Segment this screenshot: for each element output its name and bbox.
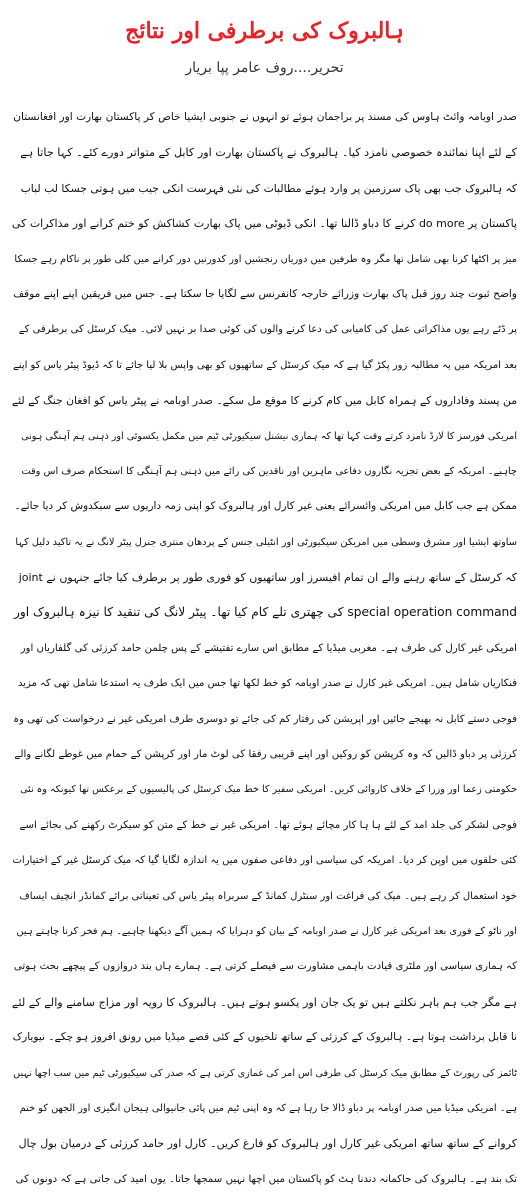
body-line: صدر اوبامہ وائٹ ہاوس کی مسند پر براجمان ہوئے تو انہوں نے جنوبی ایشیا خاص کر پاکستان بھارت اور افغانستان [13,111,517,123]
body-line: کہ ہالبروک جب بھی پاک سرزمین پر وارد ہوئے مطالبات کی نئی فہرست انکی جیب میں ہوتی جسکا لب لباب [20,181,517,195]
body-line: خود استعمال کر رہے ہیں۔ میک کی فراغت اور سنٹرل کمانڈ کے سربراہ پیٹر یاس کی تعیناتی برائے کمانڈر انچیف ایساف [19,890,517,902]
body-line: نا قابل برداشت ہوتا ہے۔ ہالبروک کے کرزئی کے ساتھ تلخیوں کے کئی قصے میڈیا میں رونق افروز ہو چکے۔ نیویارک [12,1031,517,1044]
body-line: special operation command کی چھتری تلے کام کیا تھا۔ پیٹر لانگ کی تنقید کا نیزہ ہالبروک اور [14,605,517,620]
body-line: کہ کرسٹل کے ساتھ رہنے والے ان تمام افیسرز اور ساتھیوں کو فوری طور پر برطرف کیا جائے جنہوں نے joint [18,571,517,585]
body-line: فوجی دستے کابل نہ بھیجے جائیں اور اپریشن کی رفتار کم کی جائے تو دوسری طرف امریکی غیر نے درخواست کی تھی وہ [13,713,517,725]
body-line: ٹائمز کی رپورٹ کے مطابق میک کرسٹل کی طرفی اس امر کی غمازی کرتی ہے کہ صدر کی سیکیورٹی ٹیم میں سب اچھا نہیں [13,1067,517,1079]
body-line: فنکاریاں شامل ہیں۔ امریکی غیر کارل نے صدر اوبامہ کو خط لکھا تھا جس میں ایک طرف یہ استدعا شامل تھی کہ مزید [17,678,517,690]
body-line: کے لئے اپنا نمائندہ خصوصی نامزد کیا۔ ہالبروک نے پاکستان بھارت اور کابل کے متواتر دورے کئے۔ کہا جاتا ہے [20,146,517,160]
article-body [12,100,517,1197]
body-line: کہ ہماری سیاسی اور ملٹری قیادت باہمی مشاورت سے فیصلے کرتی ہے۔ ہمارے ہاں بند دروازوں کے پیچھے بحث ہوتی [13,961,517,973]
body-line: چاہیے۔ امریکہ کے بعض تجزیہ نگاروں دفاعی ماہرین اور ناقدین کی رائے میں ذہنی ہم آہنگی کا استحکام صرف اس وقت [21,465,517,477]
body-line: حکومتی زعما اور وزرا کے خلاف کاروائی کریں۔ امریکی سفیر کا خط میک کرسٹل کی پالیسیوں کے برعکس تھا کیونکہ وہ نئی [20,784,517,796]
body-line: امریکی فورسز کا لارڈ نامزد کرتے وقت کہا تھا کہ ہماری نیشنل سیکیورٹی ٹیم میں مکمل یکسوئی اور ذہنی ہم آہنگی ہونی [21,430,517,442]
body-line: کروانے کے ساتھ ساتھ امریکی غیر کارل اور ہالبروک کو فارغ کریں۔ کارل اور حامد کرزئی کے درمیان بول چال [18,1137,517,1151]
body-line: کئی حلقوں میں اوپن کر دیا۔ امریکہ کی سیاسی اور دفاعی صفوں میں یہ اندازہ لگایا گیا کہ میک کرسٹل غیر کے اختیارات [12,855,517,867]
body-line: من پسند وفاداروں کے ہمراہ کابل میں کام کرنے کا موقع مل سکے۔ صدر اوبامہ نے پیٹر یاس کو افغان جنگ کے لئے [12,394,517,408]
body-line: ہے مگر جب ہم باہر نکلتے ہیں تو یک جان اور یکسو ہوتے ہیں۔ ہالبروک کا رویہ اور مزاج سامنے والے کے لئے [12,995,517,1009]
body-line: ممکن ہے جب کابل میں امریکی وائسرائے یعنی غیر کارل اور ہالبروک کو اپنی زمہ داریوں سے سبکدوش کر دیا جائے۔ [14,500,517,513]
body-line: اور ناٹو کے فوری بعد امریکی غیر کارل نے صدر اوبامہ کے بیان کو دہرایا کہ ہمیں آگے دیکھنا چاہیے۔ ہم فخر کرنا چاہتے ہیں [16,925,517,937]
body-line: پاکستان پر do more کرنے کا دباو ڈالنا تھا۔ انکی ڈیوٹی میں پاک بھارت کشاکش کو ختم کرانے اور مذاکرات کی [12,217,517,231]
body-line: میز پر اکٹھا کرنا بھی شامل تھا مگر وہ طرفین میں دوریاں رنجشیں اور کدورتیں دور کرانے میں کلی طور پر ناکام رہے جسکا [14,253,517,265]
article-byline: تحریر....روف عامر پپا بریار [185,60,344,76]
body-line: فوجی لشکر کی جلد امد کے لئے ہا ہا کار مچائے ہوئے تھا۔ امریکی غیر نے خط کے متن کو سیکرٹ رکھنے کی بجائے اسے [19,819,517,831]
body-line: امریکی غیر کارل کی طرف ہے۔ مغربی میڈیا کے مطابق اس سارے تفتیشے کے پس چلمن حامد کرزئی کی گلفاریاں اور [20,642,517,654]
body-line: واضح ثبوت چند روز قبل پاک بھارت وزرائے خارجہ کانفرنس سے لگایا جا سکتا ہے۔ جس میں فریقین اپنے اپنے موقف [13,287,517,300]
body-line: کرزئی پر دباو ڈالیں کہ وہ کرپشن کو روکیں اور اپنے قریبی رفقا کی لوٹ مار اور کرپشن کے حمام میں غوطے لگانے والے [14,749,517,761]
body-line: بعد امریکہ میں یہ مطالبہ زور پکڑ گیا ہے کہ میک کرسٹل کے ساتھیوں کو بھی واپس بلا لیا جائے تا کہ ڈیوڈ پیٹر یاس کو اپنے [12,359,517,371]
body-line: پر ڈٹے رہے یوں مذاکراتی عمل کی کامیابی کی دعا کرنے والوں کی کوئی صدا بر نہیں لائی۔ میک کرسٹل کی برطرفی کے [18,324,517,336]
body-line: تک بند ہے۔ ہالبروک کی حاکمانہ دندنا ہٹ کو پاکستان میں اچھا نہیں سمجھا جاتا۔ یوں امید کی جاتی ہے کہ دونوں کی [15,1173,517,1185]
body-line: ساوتھ ایشیا اور مشرق وسطی میں امریکن سیکیورٹی اور انٹیلی جنس کے پردھان منتری جنرل پیٹر لانگ نے یہ تاکید دلیل کہا [15,536,517,548]
body-line: ہے۔ امریکی میڈیا میں صدر اوبامہ پر دباو ڈالا جا رہا ہے کہ وہ اپنی ٹیم میں پائی جانیوالی ہیجان انگیزی اور الجھن کو ختم [19,1102,517,1114]
article-title: ہالبروک کی برطرفی اور نتائج [125,18,404,44]
